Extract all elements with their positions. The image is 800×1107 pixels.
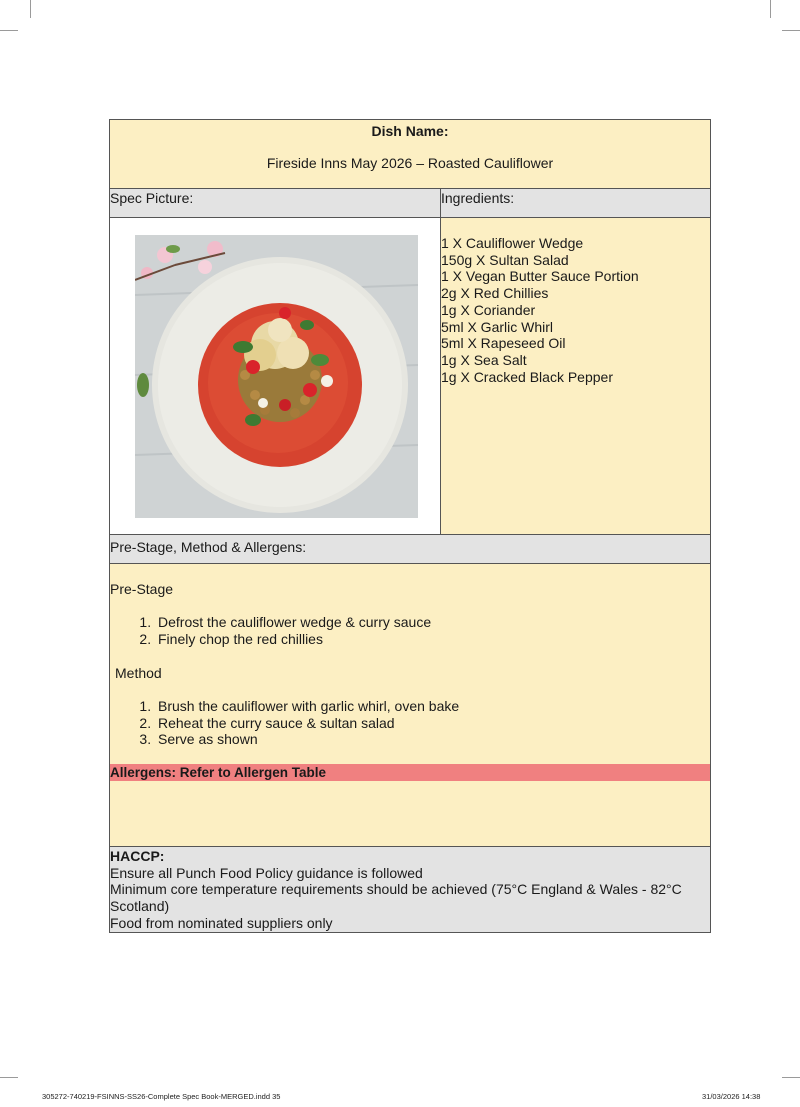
crop-mark: [0, 30, 18, 31]
ingredients-list: [441, 235, 710, 385]
prestage-step: 2. Finely chop the red chillies: [155, 631, 431, 648]
crop-mark: [782, 30, 800, 31]
method-step: 2. Reheat the curry sauce & sultan salad: [155, 715, 459, 732]
haccp-line: Minimum core temperature requirements should be achieved (75°C England & Wales - 82°C Scotland): [110, 881, 682, 915]
ingredient-item: 1g X Cracked Black Pepper: [441, 368, 613, 385]
haccp-line: Food from nominated suppliers only: [110, 914, 333, 931]
method-header: [110, 534, 710, 563]
ingredient-item: 150g X Sultan Salad: [441, 251, 569, 268]
allergens-bar: [110, 764, 710, 781]
dish-name-cell: [110, 120, 710, 188]
spec-picture-label: Spec Picture:: [110, 190, 194, 206]
method-step: 3. Serve as shown: [155, 731, 459, 748]
spec-picture-cell: [110, 217, 441, 534]
prestage-heading: Pre-Stage: [110, 581, 174, 597]
crop-mark: [782, 1077, 800, 1078]
spec-sheet: [109, 119, 711, 933]
prestage-step: 1. Defrost the cauliflower wedge & curry sauce: [155, 614, 431, 631]
method-heading: Method: [115, 665, 162, 681]
method-cell: [110, 563, 710, 846]
ingredient-item: 1 X Cauliflower Wedge: [441, 235, 584, 251]
footer-file-info: 305272-740219-FSINNS-SS26-Complete Spec Book-MERGED.indd 35: [42, 1092, 281, 1101]
footer-date: 31/03/2026 14:38: [702, 1092, 761, 1101]
ingredient-item: 1g X Sea Salt: [441, 351, 527, 368]
dish-title: Fireside Inns May 2026 – Roasted Cauliflower: [266, 155, 554, 171]
ingredients-header: [441, 188, 710, 217]
ingredients-label: Ingredients:: [441, 190, 515, 206]
ingredient-item: 5ml X Rapeseed Oil: [441, 335, 566, 352]
ingredients-cell: [441, 217, 710, 534]
ingredient-item: 1g X Coriander: [441, 301, 536, 318]
allergens-label: Allergens: Refer to Allergen Table: [110, 765, 327, 780]
haccp-cell: [110, 846, 710, 932]
dish-photo: [135, 235, 418, 518]
prestage-steps: [110, 614, 431, 647]
crop-mark: [0, 1077, 18, 1078]
haccp-heading: HACCP:: [110, 848, 165, 864]
ingredient-item: 1 X Vegan Butter Sauce Portion: [441, 268, 639, 285]
ingredient-item: 2g X Red Chillies: [441, 285, 549, 302]
ingredient-item: 5ml X Garlic Whirl: [441, 318, 554, 335]
dish-name-label: Dish Name:: [371, 123, 449, 139]
crop-mark: [770, 0, 771, 18]
method-steps: [110, 698, 459, 748]
crop-mark: [30, 0, 31, 18]
method-header-label: Pre-Stage, Method & Allergens:: [110, 539, 307, 555]
spec-picture-header: [110, 188, 441, 217]
haccp-line: Ensure all Punch Food Policy guidance is followed: [110, 864, 423, 881]
method-step: 1. Brush the cauliflower with garlic whirl, oven bake: [155, 698, 459, 715]
